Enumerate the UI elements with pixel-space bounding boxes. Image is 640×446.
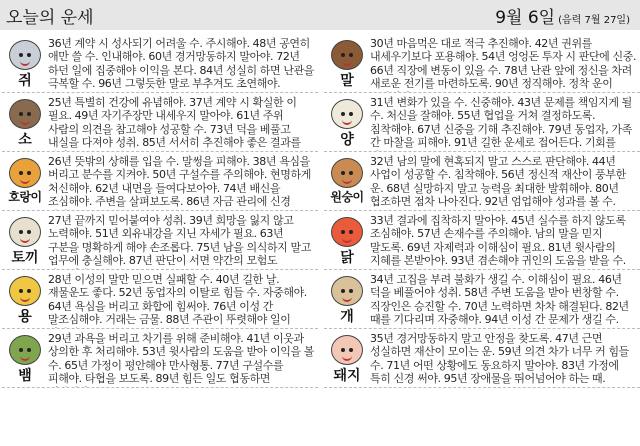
rooster-icon	[326, 215, 368, 267]
zodiac-face	[9, 40, 41, 70]
zodiac-name: 돼지	[333, 368, 361, 384]
tiger-icon	[4, 156, 46, 208]
date-label	[495, 3, 630, 28]
zodiac-entry-dragon	[2, 272, 318, 329]
snake-icon	[4, 333, 46, 385]
zodiac-name: 호랑이	[8, 190, 42, 204]
zodiac-entry-tiger	[2, 154, 318, 211]
zodiac-face	[9, 276, 41, 306]
monkey-icon	[326, 156, 368, 208]
zodiac-entry-ox	[2, 95, 318, 152]
zodiac-name: 토끼	[11, 250, 39, 266]
zodiac-name: 용	[18, 309, 32, 325]
zodiac-face	[9, 99, 41, 129]
zodiac-name: 뱀	[18, 368, 32, 384]
fortune-text: 30년 마음먹은 대로 적극 추진해야. 42년 권위를 내세우기보다 포용해야. 54년 엉엉돈 투자 시 판단에 신중. 66년 직장에 변동이 있을 수. 78년 난관 앞에 정신을 차려 새로운 전기를 마련하도록. 90년 정직해야. 정착 운이	[370, 37, 637, 91]
zodiac-name: 소	[18, 132, 32, 148]
cow-icon	[4, 97, 46, 149]
zodiac-entry-sheep	[324, 95, 640, 152]
page-title: 오늘의 운세	[6, 8, 94, 28]
fortune-text: 28년 이성의 말만 믿으면 실패할 수. 40년 길한 날. 재물운도 좋다. 52년 동업자의 이탈로 힘들 수. 자중해야. 64년 욕심을 버리고 화합에 힘써야. 76년 이성 간 말조심해야. 거래는 금물. 88년 주관이 뚜렷해야 일이	[48, 273, 307, 327]
horse-icon	[326, 38, 368, 90]
zodiac-entry-snake	[2, 331, 318, 388]
fortune-text: 26년 뜻밖의 상해를 입을 수. 말썽을 피해야. 38년 욕심을 버리고 분수를 지켜야. 50년 구설수를 주의해야. 현명하게 처신해야. 62년 내면을 들여다보아야. 74년 배신을 조심해야. 주변을 살펴보도록. 86년 자금 관리에 신경	[48, 155, 311, 209]
zodiac-entry-dog	[324, 272, 640, 329]
pig-icon	[326, 333, 368, 385]
dog-icon	[326, 274, 368, 326]
sheep-icon	[326, 97, 368, 149]
zodiac-face	[9, 335, 41, 365]
fortune-text: 32년 남의 말에 현혹되지 말고 스스로 판단해야. 44년 사업이 성공할 수. 침착해야. 56년 정신적 재산이 풍부한 운. 68년 실망하지 말고 능력을 최대한 발휘해야. 80년 협조하면 점차 나아진다. 92년 엄업해야 성과를 볼 수.	[370, 155, 626, 209]
zodiac-face	[331, 217, 363, 247]
left-column	[2, 36, 318, 390]
right-column	[324, 36, 640, 390]
rabbit-icon	[4, 215, 46, 267]
zodiac-entry-monkey	[324, 154, 640, 211]
dragon-icon	[4, 274, 46, 326]
fortune-text: 27년 끝까지 믿어붙여야 성취. 39년 희망을 잃지 않고 노력해야. 51년 외유내강을 지닌 자세가 필요. 63년 구분을 명확하게 해야 손조롭다. 75년 남을 의식하지 말고 업무에 충실해야. 87년 판단이 서면 약간의 모험도	[48, 214, 311, 268]
zodiac-face	[331, 99, 363, 129]
zodiac-name: 양	[340, 132, 354, 148]
zodiac-name: 말	[340, 73, 354, 89]
header-bar	[0, 0, 640, 30]
zodiac-entry-horse	[324, 36, 640, 93]
solar-date: 9월 6일	[495, 8, 556, 28]
zodiac-face	[9, 158, 41, 188]
zodiac-face	[331, 276, 363, 306]
zodiac-name: 원숭이	[330, 190, 364, 204]
fortune-text: 31년 변화가 있을 수. 신중해야. 43년 문제를 책임지게 될 수. 처신을 잘해야. 55년 협업을 거쳐 결정하도록. 침착해야. 67년 신중을 기해 추진해야. 79년 동업자, 가족 간 마찰을 피해야. 91년 길한 운세로 접어든다. 기회를	[370, 96, 632, 150]
fortune-text: 36년 계약 시 성사되기 어려울 수. 주시해야. 48년 공연히 애만 쓸 수. 인내해야. 60년 경거망동하지 말아야. 72년 하던 일에 집중해야 이익을 본다. 84년 성실히 하면 난관을 극복할 수. 96년 그렇듯한 말로 부추겨도 초연해야.	[48, 37, 315, 91]
zodiac-name: 닭	[340, 250, 354, 266]
fortune-text: 35년 경거망동하지 말고 안정을 찾도록. 47년 근면 성실하면 재산이 모이는 운. 59년 의견 차가 너무 커 힘들 수. 71년 어떤 상황에도 동요하지 말아야. 83년 가정에 특히 신경 써야. 95년 장애물을 뛰어넘어야 하는 때.	[370, 332, 629, 386]
mouse-icon	[4, 38, 46, 90]
fortune-text: 25년 특별히 건강에 유념해야. 37년 계약 시 확실한 이 필요. 49년 자기주장만 내세우지 말아야. 61년 주위 사람의 의견을 참고해야 성공할 수. 73년 덕을 베풀고 내실을 다져야 성취. 85년 서서히 추진해야 좋은 결과를	[48, 96, 301, 150]
zodiac-entry-pig	[324, 331, 640, 388]
zodiac-entry-rat	[2, 36, 318, 93]
fortune-text: 33년 결과에 집착하지 말아야. 45년 실수를 하지 않도록 조심해야. 57년 손재수를 주의해야. 남의 말을 믿지 말도록. 69년 자제력과 이해심이 필요. 81년 윗사람의 지혜를 본받아야. 93년 겸손해야 귀인의 도움을 받을 수.	[370, 214, 626, 268]
fortune-text: 29년 과욕을 버리고 차기를 위해 준비해야. 41년 이웃과 상의한 후 처리해야. 53년 윗사람의 도움을 받아 이익을 볼 수. 65년 가정이 평안해야 만사형통. 77년 구설수를 피해야. 타협을 보도록. 89년 힘든 일도 협동하면	[48, 332, 315, 386]
zodiac-face	[331, 335, 363, 365]
zodiac-face	[9, 217, 41, 247]
zodiac-entry-rooster	[324, 213, 640, 270]
zodiac-name: 쥐	[18, 73, 32, 89]
lunar-date: (음력 7월 27일)	[558, 15, 630, 26]
zodiac-face	[331, 158, 363, 188]
zodiac-face	[331, 40, 363, 70]
zodiac-name: 개	[340, 309, 354, 325]
fortune-text: 34년 고집을 부려 불화가 생길 수. 이해심이 필요. 46년 덕을 베풀어야 성취. 58년 주변 도움을 받아 번창할 수. 직장인은 승진할 수. 70년 노력하면 차차 해결된다. 82년 때를 기다리며 자중해야. 94년 이성 간 문제가 생길 수.	[370, 273, 629, 327]
zodiac-entry-rabbit	[2, 213, 318, 270]
